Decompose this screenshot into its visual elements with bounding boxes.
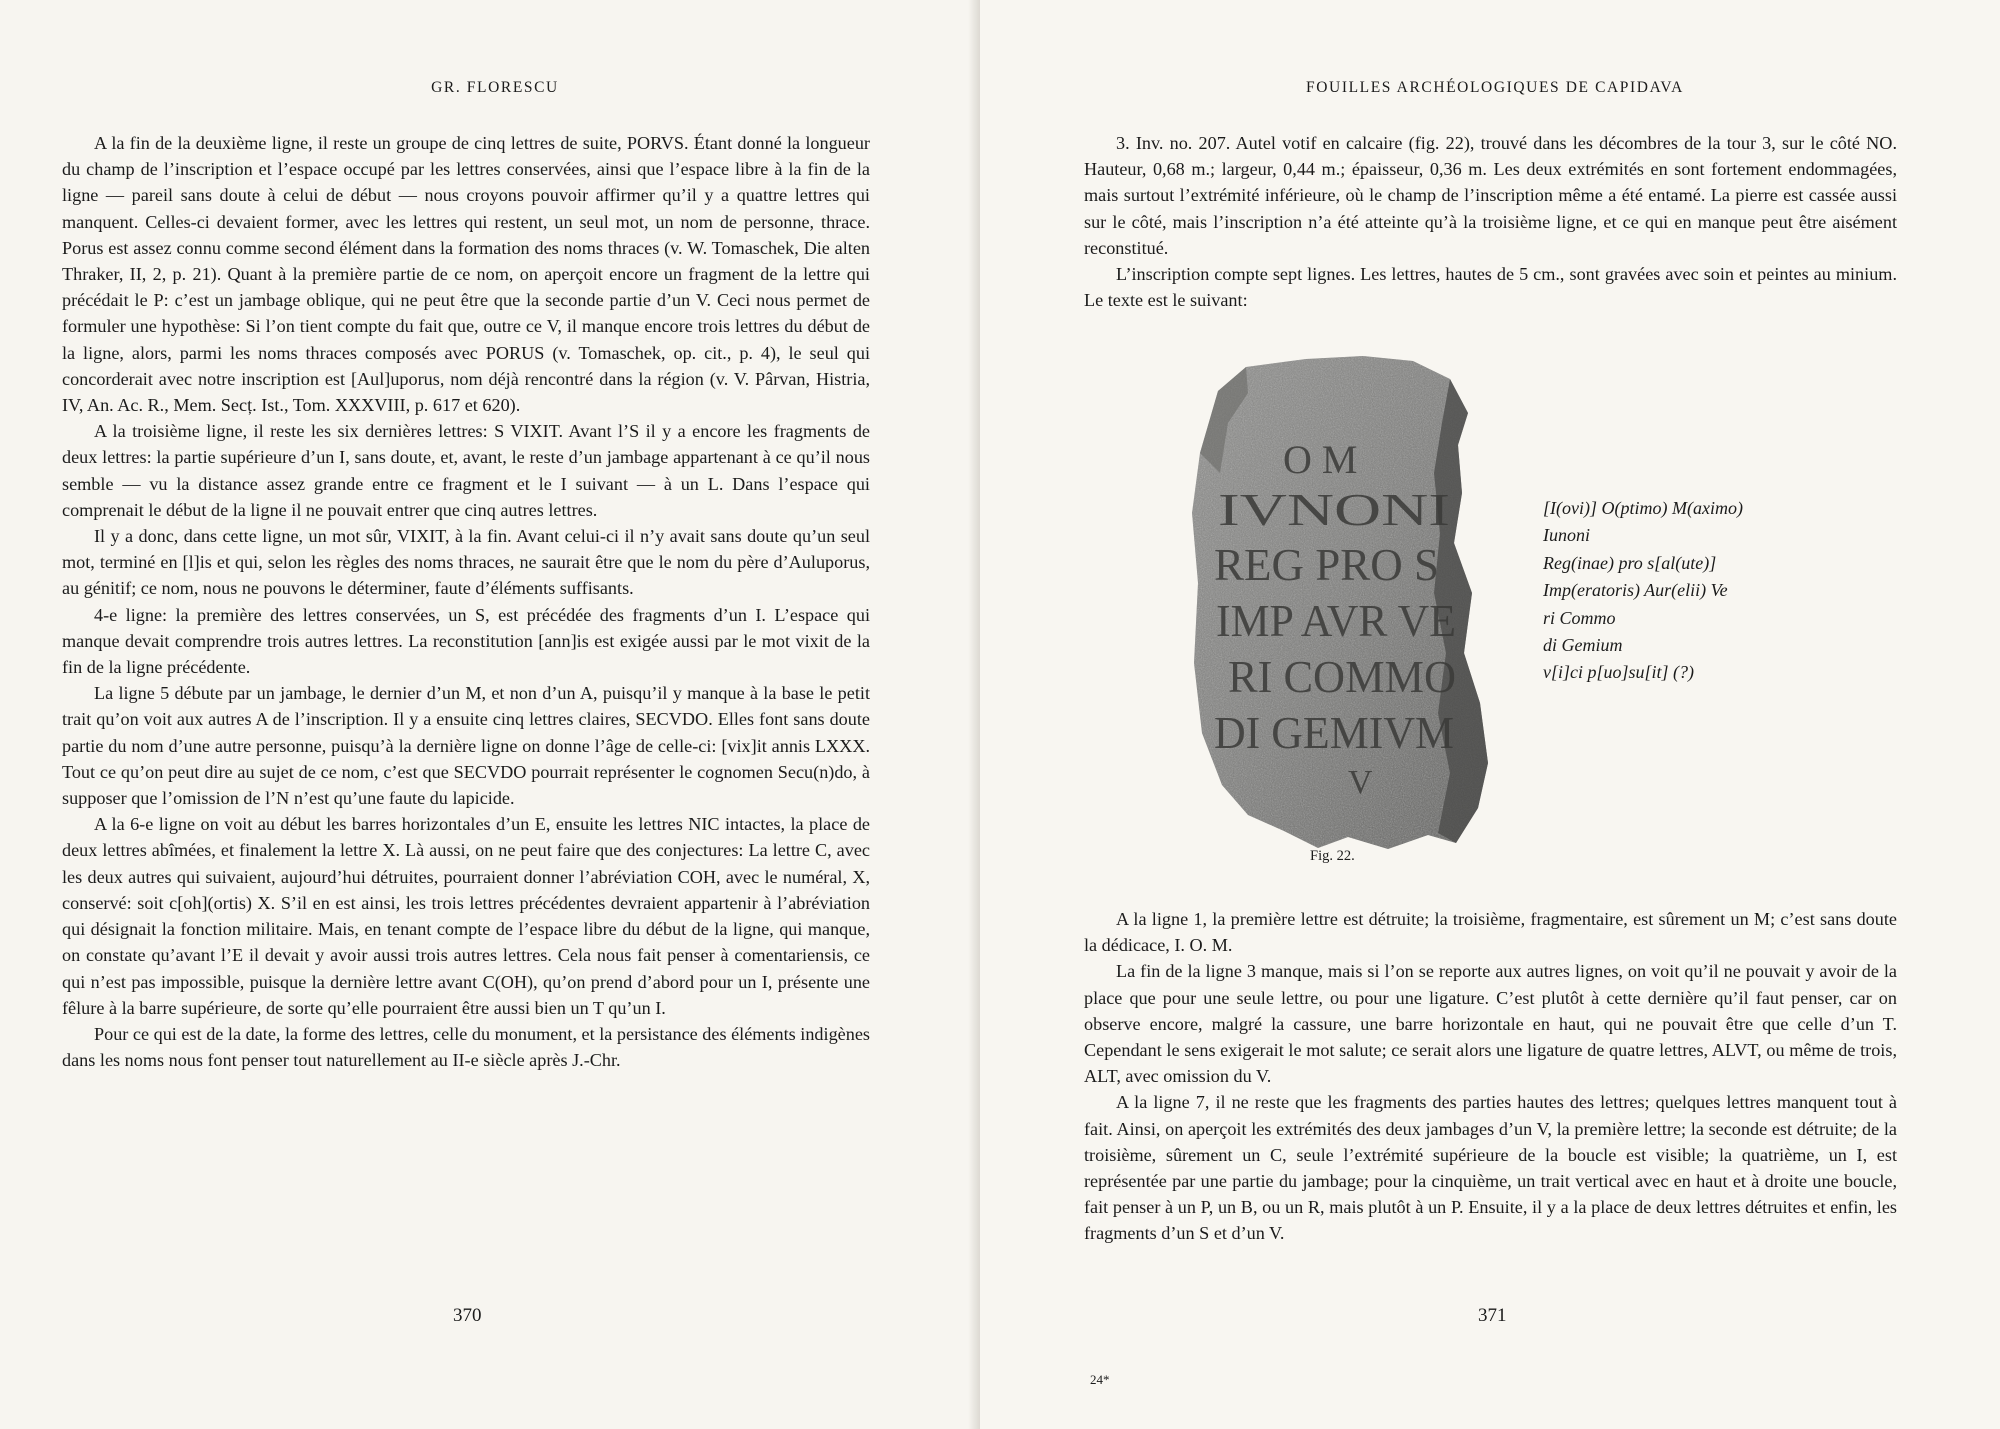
right-page-body-top bbox=[1084, 130, 1897, 313]
paragraph: A la 6-e ligne on voit au début les barres horizontales d’un E, ensuite les lettres NIC intactes, la place de deux lettres abîmées, et finalement la lettre X. Là aussi, on ne peut faire que des conjectures: La lettre C, avec les deux autres qui suivaient, aujourd’hui détruites, pourraient donner l’abréviation COH, avec le numéral, X, conservé: soit c[oh](ortis) X. S’il en est ainsi, les trois lettres précédentes devraient appartenir à l’abréviation qui désignait la fonction militaire. Mais, en tenant compte de l’espace libre du début de la ligne, qui manque, on constate qu’avant l’E il devait y avoir aussi trois autres lettres. Cela nous fait penser à comentariensis, ce qui n’est pas impossible, puisque la dernière lettre avant C(OH), qu’on prend d’abord pour un I, présente une fêlure à la barre supérieure, de sorte qu’elle pourraient être aussi bien un T qu’un I. bbox=[62, 814, 870, 1018]
inscription-line-4: IMP AVR VE bbox=[1216, 595, 1456, 646]
figure-caption: Fig. 22. bbox=[1310, 848, 1355, 864]
right-page bbox=[980, 0, 2000, 1429]
transcription-line: [I(ovi)] O(ptimo) M(aximo) bbox=[1543, 498, 1743, 518]
paragraph: 4-e ligne: la première des lettres conservées, un S, est précédée des fragments d’un I. L’espace qui manque devait comprendre trois autres lettres. La reconstitution [ann]is est exigée aussi par le mot vixit de la fin de la ligne précédente. bbox=[62, 604, 870, 678]
paragraph: L’inscription compte sept lignes. Les lettres, hautes de 5 cm., sont gravées avec soin et peintes au minium. Le texte est le suivant: bbox=[1084, 264, 1897, 311]
altar-photograph bbox=[1188, 353, 1493, 853]
left-page-body bbox=[62, 130, 870, 1073]
inscription-line-6: DI GEMIVM bbox=[1214, 707, 1454, 758]
inscription-transcription bbox=[1543, 495, 1843, 687]
paragraph: A la ligne 1, la première lettre est détruite; la troisième, fragmentaire, est sûrement un M; c’est sans doute la dédicace, I. O. M. bbox=[1084, 909, 1897, 956]
paragraph: La fin de la ligne 3 manque, mais si l’on se reporte aux autres lignes, on voit qu’il ne pouvait y avoir de la place que pour une seule lettre, ou pour une ligature. C’est plutôt à cette dernière qu’il faut penser, car on observe encore, malgré la cassure, une barre horizontale en haut, qui ne pouvait être que celle d’un T. Cependant le sens exigerait le mot salute; ce serait alors une ligature de quatre lettres, ALVT, ou même de trois, ALT, avec omission du V. bbox=[1084, 961, 1897, 1087]
transcription-line: v[i]ci p[uo]su[it] (?) bbox=[1543, 662, 1695, 683]
running-head-left: GR. FLORESCU bbox=[431, 79, 559, 96]
inscription-line-3: REG PRO S bbox=[1214, 539, 1439, 590]
transcription-line: Imp(eratoris) Aur(elii) Ve bbox=[1543, 580, 1728, 601]
running-head-right: FOUILLES ARCHÉOLOGIQUES DE CAPIDAVA bbox=[1306, 79, 1684, 96]
page-number-left: 370 bbox=[453, 1305, 482, 1326]
paragraph: A la troisième ligne, il reste les six dernières lettres: S VIXIT. Avant l’S il y a encore les fragments de deux lettres: la partie supérieure d’un I, sans doute, et, avant, le reste d’un jambage appartenant à ce qu’il nous semble — vu la distance assez grande entre ce fragment et le I suivant — à un L. Dans l’espace qui comprenait le début de la ligne il ne pouvait entrer que cinq autres lettres. bbox=[62, 421, 870, 520]
page-number-right: 371 bbox=[1478, 1305, 1507, 1326]
paragraph: La ligne 5 débute par un jambage, le dernier d’un M, et non d’un A, puisqu’il y manque à la base le petit trait qu’on voit aux autres A de l’inscription. Il y a ensuite cinq lettres claires, SECVDO. Elles font sans doute partie du nom d’une autre personne, puisqu’à la dernière ligne on donne l’âge de celle-ci: [vix]it annis LXXX. Tout ce qu’on peut dire au sujet de ce nom, c’est que SECVDO pourrait représenter le cognomen Secu(n)do, à supposer que l’omission de l’N n’est qu’une faute du lapicide. bbox=[62, 683, 870, 809]
transcription-line: Reg(inae) pro s[al(ute)] bbox=[1543, 552, 1717, 573]
paragraph: Il y a donc, dans cette ligne, un mot sûr, VIXIT, à la fin. Avant celui-ci il n’y avait sans doute qu’un seul mot, terminé en [l]is et qui, selon les règles des noms thraces, ne saurait être que le nom du père d’Auluporus, au génitif; ce nom, nous ne pouvons le déterminer, faute d’éléments suffisants. bbox=[62, 526, 870, 599]
paragraph: 3. Inv. no. 207. Autel votif en calcaire (fig. 22), trouvé dans les décombres de la tour 3, sur le côté NO. Hauteur, 0,68 m.; largeur, 0,44 m.; épaisseur, 0,36 m. Les deux extrémités en sont fortement endommagées, mais surtout l’extrémité inférieure, où le champ de l’inscription même a été entamé. La pierre est cassée aussi sur le côté, mais l’inscription n’a été atteinte qu’à la troisième ligne, et ce qui en manque peut être aisément reconstitué. bbox=[1084, 133, 1897, 258]
paragraph: Pour ce qui est de la date, la forme des lettres, celle du monument, et la persistance des éléments indigènes dans les noms nous font penser tout naturellement au II-e siècle après J.-Chr. bbox=[62, 1023, 870, 1071]
inscription-line-5: RI COMMO bbox=[1228, 651, 1456, 702]
transcription-line: Iunoni bbox=[1543, 525, 1590, 546]
printer-signature: 24* bbox=[1090, 1372, 1110, 1387]
transcription-line: ri Commo bbox=[1543, 607, 1616, 628]
left-page bbox=[0, 0, 980, 1429]
paragraph: A la fin de la deuxième ligne, il reste un groupe de cinq lettres de suite, PORVS. Étant donné la longueur du champ de l’inscription et l’espace occupé par les lettres conservées, ainsi que l’espace libre à la fin de la ligne — pareil sans doute à celui de début — nous croyons pouvoir affirmer qu’il y a quattre lettres qui manquent. Celles-ci devaient former, avec les lettres qui restent, un seul mot, un nom de personne, thrace. Porus est assez connu comme second élément dans la formation des noms thraces (v. W. Tomaschek, Die alten Thraker, II, 2, p. 21). Quant à la première partie de ce nom, on aperçoit encore un fragment de la lettre qui précédait le P: c’est un jambage oblique, qui ne peut être que la seconde partie d’un V. Ceci nous permet de formuler une hypothèse: Si l’on tient compte du fait que, outre ce V, il manque encore trois lettres du début de la ligne, alors, parmi les noms thraces composés avec PORUS (v. Tomaschek, op. cit., p. 4), le seul qui concorderait avec notre inscription est [Aul]uporus, nom déjà rencontré dans la région (v. V. Pârvan, Histria, IV, An. Ac. R., Mem. Secț. Ist., Tom. XXXVIII, p. 617 et 620). bbox=[62, 133, 870, 416]
inscription-line-2: IVNONI bbox=[1218, 484, 1450, 535]
inscription-line-1: O M bbox=[1283, 437, 1358, 482]
inscription-line-7: V bbox=[1348, 764, 1373, 801]
transcription-line: di Gemium bbox=[1543, 635, 1623, 656]
paragraph: A la ligne 7, il ne reste que les fragments des parties hautes des lettres; quelques lettres manquent tout à fait. Ainsi, on aperçoit les extrémités des deux jambages d’un V, la première lettre; la seconde est détruite; de la troisième, sûrement un C, seule l’extrémité supérieure de la boucle est visible; la quatrième, un I, est représentée par une partie du jambage; pour la cinquième, un trait vertical avec en haut et à droite une boucle, fait penser à un P, un B, ou un R, mais plutôt à un P. Ensuite, il y a la place de deux lettres détruites et enfin, les fragments d’un S et d’un V. bbox=[1084, 1092, 1897, 1244]
right-page-body-bottom bbox=[1084, 906, 1897, 1247]
